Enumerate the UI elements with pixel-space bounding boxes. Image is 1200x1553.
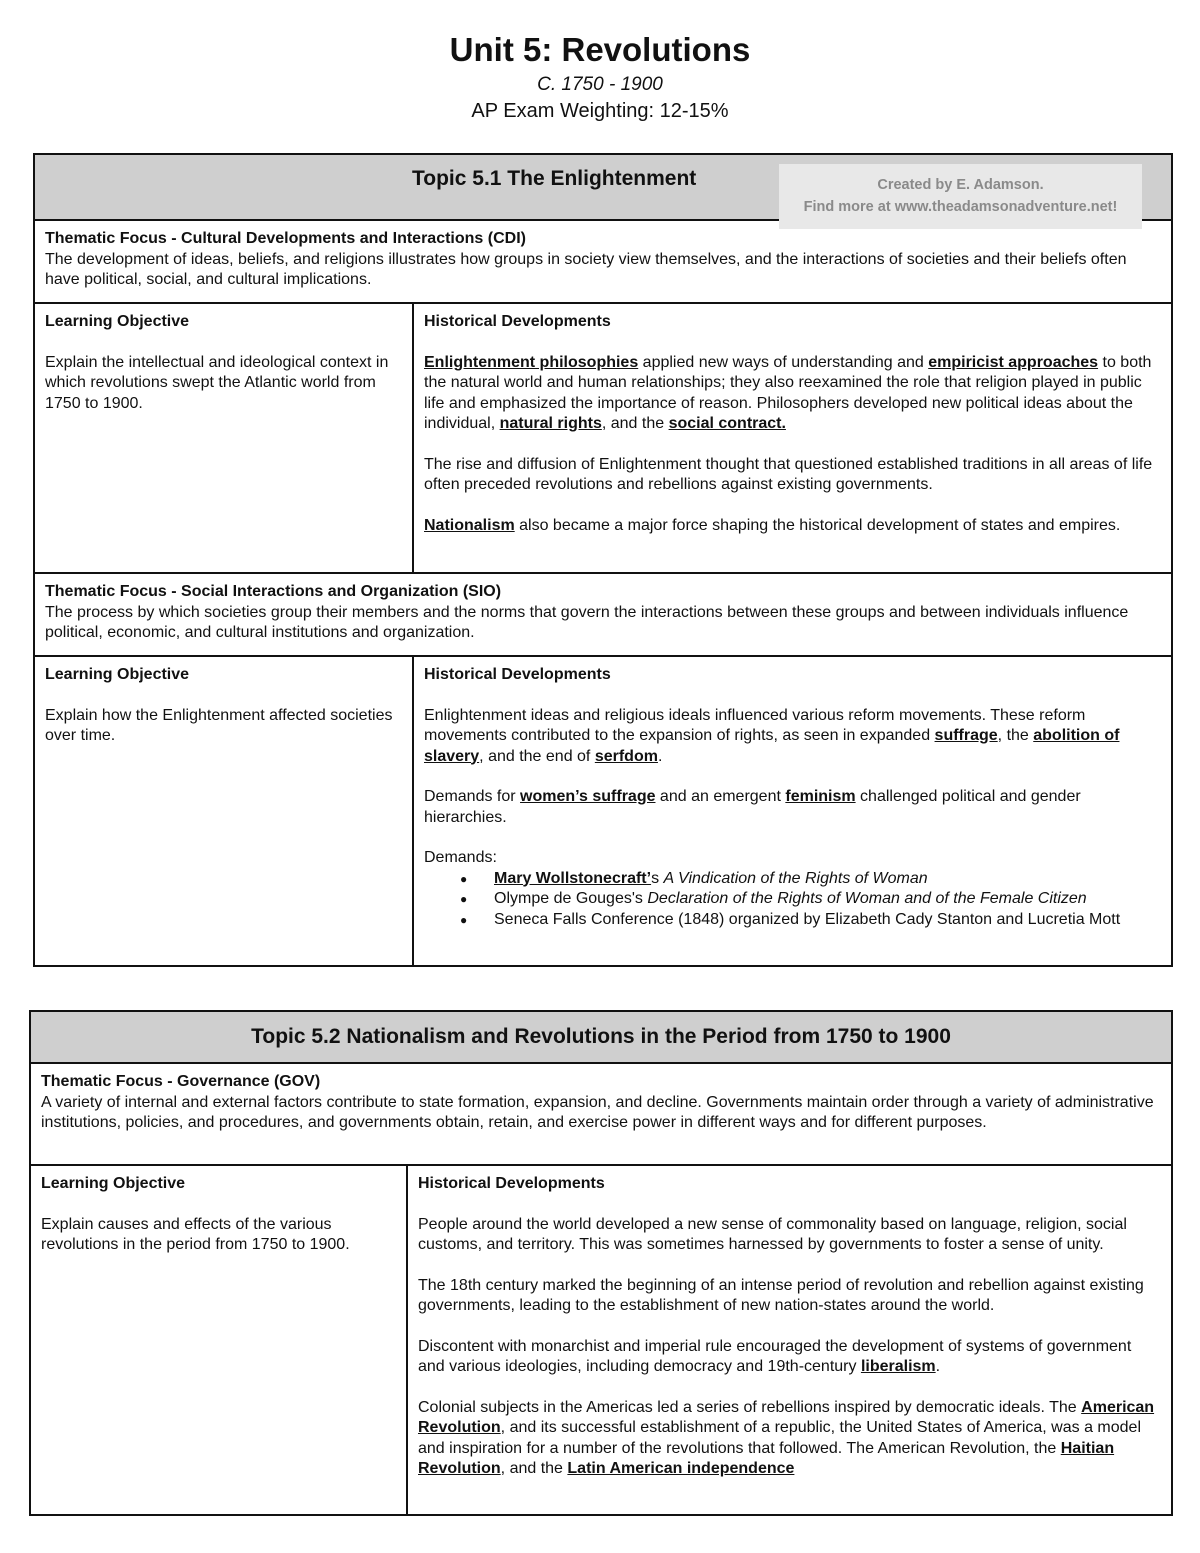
key-term: abolition of slavery: [424, 727, 1120, 765]
credit-line-1: Created by E. Adamson.: [877, 177, 1044, 193]
text-run: challenged political and gender hierarchies.: [424, 788, 1081, 826]
topic-5-2-table: [29, 1010, 1173, 1516]
text-run: , and its successful establishment of a republic, the United States of America, was a model and inspiration for a number of the revolutions that followed. The American Revolution, the: [418, 1419, 1141, 1457]
development-paragraph: The rise and diffusion of Enlightenment thought that questioned established traditions in all areas of life often preceded revolutions and rebellions against existing governments.: [424, 455, 1153, 493]
development-paragraph: The 18th century marked the beginning of an intense period of revolution and rebellion against existing governments, leading to the establishment of new nation-states around the world.: [418, 1276, 1144, 1314]
learning-objective-heading: Learning Objective: [45, 313, 190, 330]
list-item: ● Seneca Falls Conference (1848) organized by Elizabeth Cady Stanton and Lucretia Mott: [494, 910, 1161, 931]
key-term: women’s suffrage: [520, 788, 656, 805]
credit-line-2: Find more at www.theadamsonadventure.net!: [803, 199, 1118, 215]
text-run: , and the: [500, 1460, 568, 1477]
learning-objective-text: Explain the intellectual and ideological context in which revolutions swept the Atlantic world from 1750 to 1900.: [45, 353, 389, 412]
topic-5-1-table: [33, 153, 1173, 967]
development-paragraph: [418, 1337, 1161, 1378]
development-paragraph: People around the world developed a new sense of commonality based on language, religion, social customs, and territory. This was sometimes harnessed by governments to foster a sense of unity.: [418, 1215, 1127, 1253]
key-term: feminism: [785, 788, 856, 805]
thematic-focus-gov: [30, 1063, 1172, 1165]
key-term: empiricist approaches: [928, 353, 1099, 371]
focus-text: The process by which societies group their members and the norms that govern the interactions between these groups and between individuals influence political, economic, and cultural institutions and organization.: [45, 603, 1129, 641]
text-run: Colonial subjects in the Americas led a series of rebellions inspired by democratic ideals. The: [418, 1398, 1082, 1416]
topic-5-2-title: Topic 5.2 Nationalism and Revolutions in the Period from 1750 to 1900: [251, 1025, 951, 1048]
key-term: Haitian Revolution: [418, 1439, 1115, 1477]
learning-objective-heading: Learning Objective: [41, 1175, 186, 1192]
key-term: American Revolution: [418, 1398, 1155, 1436]
demands-label: Demands:: [424, 849, 497, 866]
text-run: and an emergent: [655, 788, 786, 805]
historical-developments-heading: Historical Developments: [418, 1175, 605, 1192]
learning-objective-cell: [30, 1165, 407, 1515]
key-term: Enlightenment philosophies: [424, 353, 639, 371]
text-run: , and the end of: [479, 747, 595, 765]
development-paragraph: [418, 1398, 1161, 1480]
text-run: to both the natural world and human relationships; they also reexamined the role that religion played in public life and emphasized the importance of reason. Philosophers developed new political ideas about the individual,: [424, 353, 1152, 432]
key-term: liberalism: [860, 1358, 936, 1375]
key-term: Mary Wollstonecraft’: [494, 869, 652, 887]
thematic-focus-sio: [34, 573, 1172, 656]
text-run: Olympe de Gouges's: [494, 890, 648, 907]
work-title: A Vindication of the Rights of Woman: [663, 869, 928, 887]
learning-objective-cell: [34, 303, 413, 573]
text-run: Demands for: [424, 788, 521, 805]
thematic-focus-cdi: [34, 220, 1172, 303]
focus-text: A variety of internal and external factors contribute to state formation, expansion, and decline. Governments maintain order through a variety of administrative institutions, policies, and procedures, and governments obtain, retain, and exercise power in different ways and for different purposes.: [41, 1093, 1154, 1131]
focus-title: Thematic Focus - Social Interactions and Organization (SIO): [45, 583, 502, 600]
key-term: Latin American independence: [567, 1460, 795, 1477]
historical-developments-cell: [413, 656, 1172, 966]
development-paragraph: [424, 787, 1161, 828]
text-run: Enlightenment ideas and religious ideals influenced various reform movements. These reform movements contributed to the expansion of rights, as seen in expanded: [424, 706, 1086, 744]
list-item: [494, 889, 1161, 910]
historical-developments-heading: Historical Developments: [424, 313, 611, 330]
text-run: .: [935, 1358, 941, 1375]
key-term: suffrage: [934, 727, 998, 744]
text-run: applied new ways of understanding and: [638, 353, 929, 371]
exam-weighting: AP Exam Weighting: 12-15%: [471, 100, 729, 122]
focus-title: Thematic Focus - Cultural Developments and Interactions (CDI): [45, 230, 526, 247]
historical-developments-cell: [407, 1165, 1172, 1515]
key-term: natural rights: [499, 415, 602, 432]
topic-5-1-title: Topic 5.1 The Enlightenment: [412, 167, 697, 190]
unit-title: Unit 5: Revolutions: [449, 31, 751, 68]
text-run: , the: [997, 727, 1034, 744]
key-term: Nationalism: [424, 516, 515, 534]
focus-title: Thematic Focus - Governance (GOV): [41, 1073, 321, 1090]
topic-5-2-header: [30, 1011, 1172, 1063]
historical-developments-heading: Historical Developments: [424, 666, 611, 683]
text-run: .: [657, 747, 663, 765]
demands-list: [424, 869, 1161, 931]
learning-objective-heading: Learning Objective: [45, 666, 190, 683]
text-run: also became a major force shaping the historical development of states and empires.: [514, 516, 1121, 534]
development-paragraph: [424, 353, 1161, 435]
page-header: [0, 30, 1200, 124]
key-term: social contract.: [668, 415, 786, 432]
unit-era: C. 1750 - 1900: [537, 74, 663, 95]
topic-5-1-header: [34, 154, 1172, 220]
learning-objective-text: Explain causes and effects of the various revolutions in the period from 1750 to 1900.: [41, 1215, 350, 1253]
list-item: [494, 869, 1161, 890]
credit-box: [779, 164, 1142, 229]
text-run: , and the: [601, 415, 669, 432]
text-run: Discontent with monarchist and imperial rule encouraged the development of systems of government and various ideologies, including democracy and 19th-century: [418, 1337, 1132, 1375]
learning-objective-cell: [34, 656, 413, 966]
key-term: serfdom: [594, 747, 658, 765]
focus-text: The development of ideas, beliefs, and religions illustrates how groups in society view themselves, and the interactions of societies and their beliefs often have political, social, and cultural implications.: [45, 250, 1127, 288]
development-paragraph: [424, 706, 1161, 768]
work-title: Declaration of the Rights of Woman and of the Female Citizen: [647, 890, 1087, 907]
historical-developments-cell: [413, 303, 1172, 573]
development-paragraph: [424, 516, 1161, 537]
text-run: s: [651, 869, 664, 887]
learning-objective-text: Explain how the Enlightenment affected societies over time.: [45, 706, 393, 744]
